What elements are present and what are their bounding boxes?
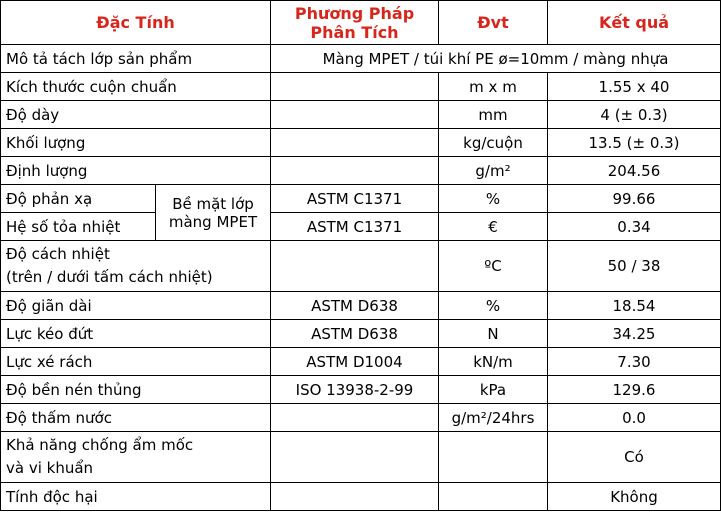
table-row (1, 483, 721, 511)
property-cell (1, 432, 271, 483)
property-cell: Khối lượng (1, 129, 271, 157)
result-cell: 0.34 (548, 213, 721, 241)
method-cell (271, 101, 439, 129)
property-cell: Kích thước cuộn chuẩn (1, 73, 271, 101)
result-cell: 99.66 (548, 185, 721, 213)
method-cell: ASTM C1371 (271, 185, 439, 213)
table-row (1, 213, 721, 241)
surface-layer-cell: Bề mặt lớp màng MPET (156, 185, 271, 241)
unit-cell: mm (439, 101, 548, 129)
method-cell: ASTM D638 (271, 320, 439, 348)
property-cell: Độ giãn dài (1, 292, 271, 320)
method-cell: ASTM C1371 (271, 213, 439, 241)
property-cell: Độ bền nén thủng (1, 376, 271, 404)
unit-cell: g/m² (439, 157, 548, 185)
result-cell: 13.5 (± 0.3) (548, 129, 721, 157)
header-result: Kết quả (548, 1, 721, 45)
unit-cell (439, 432, 548, 483)
property-cell: Lực kéo đứt (1, 320, 271, 348)
result-cell: 4 (± 0.3) (548, 101, 721, 129)
property-cell: Mô tả tách lớp sản phẩm (1, 45, 271, 73)
result-cell: 0.0 (548, 404, 721, 432)
result-cell: Không (548, 483, 721, 511)
result-cell: 34.25 (548, 320, 721, 348)
unit-cell: ºC (439, 241, 548, 292)
table-row (1, 320, 721, 348)
table-row (1, 185, 721, 213)
unit-cell: % (439, 292, 548, 320)
header-method: Phương Pháp Phân Tích (271, 1, 439, 45)
header-row (1, 1, 721, 45)
table-row (1, 292, 721, 320)
unit-cell (439, 483, 548, 511)
method-cell: ASTM D1004 (271, 348, 439, 376)
table-row (1, 376, 721, 404)
unit-cell: g/m²/24hrs (439, 404, 548, 432)
unit-cell: kPa (439, 376, 548, 404)
method-cell: ISO 13938-2-99 (271, 376, 439, 404)
table-row (1, 432, 721, 483)
property-line: (trên / dưới tấm cách nhiệt) (6, 268, 213, 286)
header-unit: Đvt (439, 1, 548, 45)
layer-description-cell: Màng MPET / túi khí PE ø=10mm / màng nhựa (271, 45, 721, 73)
unit-cell: m x m (439, 73, 548, 101)
method-cell (271, 241, 439, 292)
table-row (1, 129, 721, 157)
result-cell: 18.54 (548, 292, 721, 320)
property-cell: Độ phản xạ (1, 185, 156, 213)
result-cell: 1.55 x 40 (548, 73, 721, 101)
unit-cell: kg/cuộn (439, 129, 548, 157)
property-line: và vi khuẩn (6, 459, 94, 477)
table-row (1, 348, 721, 376)
table-row (1, 157, 721, 185)
result-cell: 129.6 (548, 376, 721, 404)
method-cell (271, 129, 439, 157)
property-cell: Định lượng (1, 157, 271, 185)
property-cell: Hệ số tỏa nhiệt (1, 213, 156, 241)
method-cell (271, 157, 439, 185)
result-cell: Có (548, 432, 721, 483)
result-cell: 7.30 (548, 348, 721, 376)
property-line: Khả năng chống ẩm mốc (6, 436, 194, 454)
unit-cell: % (439, 185, 548, 213)
property-cell: Độ thấm nước (1, 404, 271, 432)
table-row (1, 73, 721, 101)
result-cell: 204.56 (548, 157, 721, 185)
unit-cell: N (439, 320, 548, 348)
table-row (1, 404, 721, 432)
property-cell: Độ dày (1, 101, 271, 129)
method-cell: ASTM D638 (271, 292, 439, 320)
table-row (1, 45, 721, 73)
header-property: Đặc Tính (1, 1, 271, 45)
method-cell (271, 483, 439, 511)
property-cell (1, 241, 271, 292)
method-cell (271, 404, 439, 432)
method-cell (271, 432, 439, 483)
result-cell: 50 / 38 (548, 241, 721, 292)
unit-cell: kN/m (439, 348, 548, 376)
table-row (1, 101, 721, 129)
property-cell: Lực xé rách (1, 348, 271, 376)
method-cell (271, 73, 439, 101)
unit-cell: € (439, 213, 548, 241)
table-row (1, 241, 721, 292)
property-line: Độ cách nhiệt (6, 245, 110, 263)
property-cell: Tính độc hại (1, 483, 271, 511)
